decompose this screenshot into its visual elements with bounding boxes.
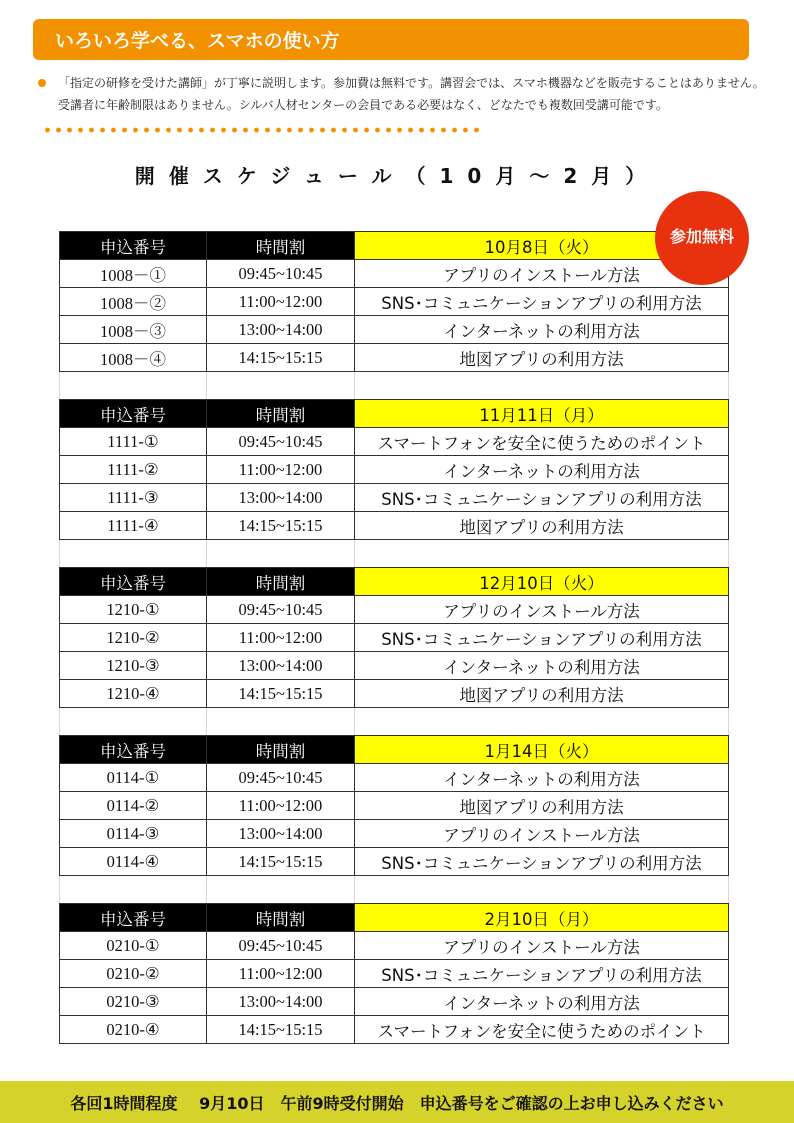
- session-header-row: [60, 400, 729, 428]
- schedule-title: 開催スケジュール（10月～2月）: [134, 164, 660, 188]
- header-time: 時間割: [207, 568, 355, 596]
- topic: SNS･コミュニケーションアプリの利用方法: [355, 288, 729, 316]
- header-time: 時間割: [207, 400, 355, 428]
- time-slot: 09:45~10:45: [207, 764, 355, 792]
- topic: SNS･コミュニケーションアプリの利用方法: [355, 848, 729, 876]
- header-number: 申込番号: [60, 904, 207, 932]
- time-slot: 11:00~12:00: [207, 792, 355, 820]
- time-slot: 14:15~15:15: [207, 848, 355, 876]
- table-row: [60, 652, 729, 680]
- session-date: 2月10日（月）: [355, 904, 729, 932]
- time-slot: 14:15~15:15: [207, 512, 355, 540]
- spacer-cell: [207, 372, 355, 400]
- application-number: 1111-②: [60, 456, 207, 484]
- application-number: 1111-④: [60, 512, 207, 540]
- table-row: [60, 512, 729, 540]
- intro-section: [38, 72, 768, 116]
- topic: SNS･コミュニケーションアプリの利用方法: [355, 484, 729, 512]
- spacer-cell: [355, 540, 729, 568]
- table-row: [60, 316, 729, 344]
- table-row: [60, 624, 729, 652]
- application-number: 0114-②: [60, 792, 207, 820]
- topic: 地図アプリの利用方法: [355, 680, 729, 708]
- footer-bar: [0, 1081, 794, 1123]
- application-number: 1008－③: [60, 316, 207, 344]
- page-title-bar: [33, 19, 749, 60]
- dotted-divider: [42, 127, 482, 133]
- table-spacer-row: [60, 540, 729, 568]
- time-slot: 09:45~10:45: [207, 260, 355, 288]
- table-row: [60, 1016, 729, 1044]
- topic: インターネットの利用方法: [355, 764, 729, 792]
- time-slot: 11:00~12:00: [207, 456, 355, 484]
- table-row: [60, 848, 729, 876]
- table-row: [60, 260, 729, 288]
- spacer-cell: [207, 540, 355, 568]
- time-slot: 14:15~15:15: [207, 680, 355, 708]
- application-number: 0210-①: [60, 932, 207, 960]
- header-number: 申込番号: [60, 232, 207, 260]
- time-slot: 13:00~14:00: [207, 820, 355, 848]
- header-number: 申込番号: [60, 400, 207, 428]
- topic: SNS･コミュニケーションアプリの利用方法: [355, 960, 729, 988]
- table-spacer-row: [60, 372, 729, 400]
- spacer-cell: [207, 876, 355, 904]
- intro-line-2: 受講者に年齢制限はありません。シルバ人材センターの会員である必要はなく、どなたでも複数回受講可能です。: [58, 98, 668, 112]
- session-date: 11月11日（月）: [355, 400, 729, 428]
- table-row: [60, 988, 729, 1016]
- application-number: 1210-①: [60, 596, 207, 624]
- intro-line-1: 「指定の研修を受けた講師」が丁寧に説明します。参加費は無料です。講習会では、スマホ機器などを販売することはありません。: [58, 76, 765, 90]
- schedule-table-wrapper: [59, 231, 728, 1044]
- free-participation-badge: [655, 191, 749, 285]
- session-header-row: [60, 736, 729, 764]
- page-title: いろいろ学べる、スマホの使い方: [55, 30, 340, 52]
- schedule-table: [59, 231, 729, 1044]
- session-header-row: [60, 568, 729, 596]
- topic: アプリのインストール方法: [355, 820, 729, 848]
- table-row: [60, 792, 729, 820]
- application-number: 0114-①: [60, 764, 207, 792]
- time-slot: 09:45~10:45: [207, 596, 355, 624]
- time-slot: 09:45~10:45: [207, 428, 355, 456]
- table-row: [60, 344, 729, 372]
- spacer-cell: [207, 708, 355, 736]
- topic: スマートフォンを安全に使うためのポイント: [355, 1016, 729, 1044]
- application-number: 1008－①: [60, 260, 207, 288]
- session-date: 12月10日（火）: [355, 568, 729, 596]
- spacer-cell: [355, 876, 729, 904]
- topic: 地図アプリの利用方法: [355, 792, 729, 820]
- topic: アプリのインストール方法: [355, 260, 729, 288]
- topic: インターネットの利用方法: [355, 988, 729, 1016]
- table-row: [60, 764, 729, 792]
- footer-text: 各回1時間程度 9月10日 午前9時受付開始 申込番号をご確認の上お申し込みください: [70, 1093, 724, 1113]
- spacer-cell: [60, 708, 207, 736]
- topic: インターネットの利用方法: [355, 652, 729, 680]
- badge-label: 参加無料: [669, 226, 734, 246]
- session-date: 1月14日（火）: [355, 736, 729, 764]
- header-number: 申込番号: [60, 568, 207, 596]
- application-number: 1210-②: [60, 624, 207, 652]
- session-header-row: [60, 232, 729, 260]
- header-number: 申込番号: [60, 736, 207, 764]
- time-slot: 14:15~15:15: [207, 344, 355, 372]
- application-number: 1008－②: [60, 288, 207, 316]
- topic: インターネットの利用方法: [355, 316, 729, 344]
- application-number: 0210-②: [60, 960, 207, 988]
- application-number: 1210-③: [60, 652, 207, 680]
- table-row: [60, 960, 729, 988]
- topic: アプリのインストール方法: [355, 932, 729, 960]
- spacer-cell: [355, 708, 729, 736]
- spacer-cell: [60, 540, 207, 568]
- session-date: 10月8日（火）: [355, 232, 729, 260]
- spacer-cell: [60, 876, 207, 904]
- application-number: 0114-③: [60, 820, 207, 848]
- table-row: [60, 596, 729, 624]
- topic: 地図アプリの利用方法: [355, 344, 729, 372]
- application-number: 1008－④: [60, 344, 207, 372]
- table-row: [60, 484, 729, 512]
- time-slot: 11:00~12:00: [207, 288, 355, 316]
- application-number: 0210-④: [60, 1016, 207, 1044]
- application-number: 1111-①: [60, 428, 207, 456]
- topic: アプリのインストール方法: [355, 596, 729, 624]
- header-time: 時間割: [207, 736, 355, 764]
- topic: インターネットの利用方法: [355, 456, 729, 484]
- header-time: 時間割: [207, 232, 355, 260]
- table-row: [60, 428, 729, 456]
- application-number: 1210-④: [60, 680, 207, 708]
- table-row: [60, 288, 729, 316]
- time-slot: 14:15~15:15: [207, 1016, 355, 1044]
- topic: SNS･コミュニケーションアプリの利用方法: [355, 624, 729, 652]
- topic: 地図アプリの利用方法: [355, 512, 729, 540]
- bullet-dot-icon: [38, 79, 46, 87]
- table-spacer-row: [60, 876, 729, 904]
- table-row: [60, 680, 729, 708]
- session-header-row: [60, 904, 729, 932]
- time-slot: 11:00~12:00: [207, 960, 355, 988]
- time-slot: 13:00~14:00: [207, 316, 355, 344]
- time-slot: 11:00~12:00: [207, 624, 355, 652]
- time-slot: 09:45~10:45: [207, 932, 355, 960]
- spacer-cell: [60, 372, 207, 400]
- application-number: 0114-④: [60, 848, 207, 876]
- table-row: [60, 456, 729, 484]
- application-number: 0210-③: [60, 988, 207, 1016]
- topic: スマートフォンを安全に使うためのポイント: [355, 428, 729, 456]
- application-number: 1111-③: [60, 484, 207, 512]
- spacer-cell: [355, 372, 729, 400]
- header-time: 時間割: [207, 904, 355, 932]
- time-slot: 13:00~14:00: [207, 988, 355, 1016]
- table-row: [60, 932, 729, 960]
- time-slot: 13:00~14:00: [207, 484, 355, 512]
- table-spacer-row: [60, 708, 729, 736]
- time-slot: 13:00~14:00: [207, 652, 355, 680]
- table-row: [60, 820, 729, 848]
